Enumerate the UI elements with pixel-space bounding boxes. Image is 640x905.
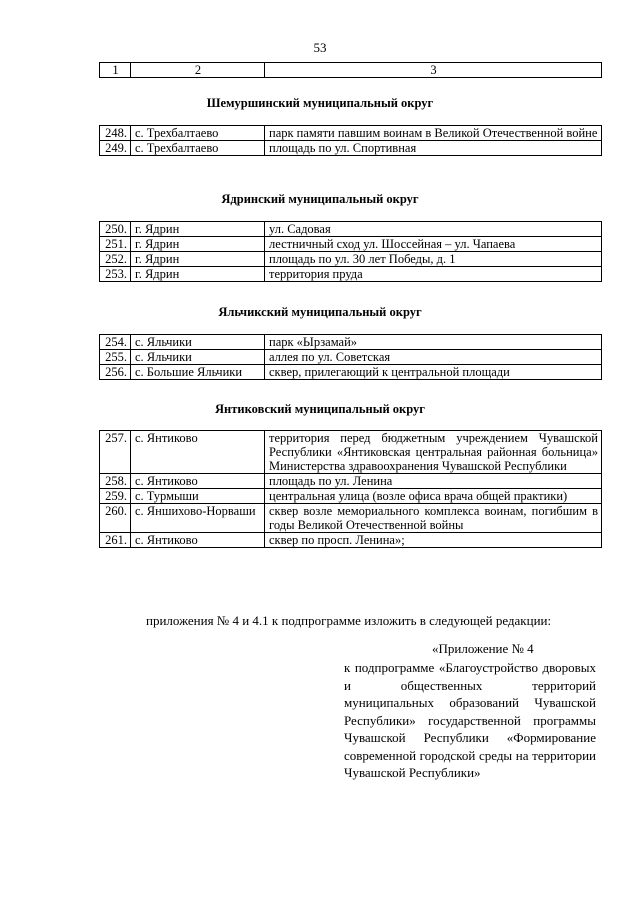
row-number: 251.: [100, 237, 131, 252]
row-place: с. Яльчики: [131, 335, 265, 350]
row-place: с. Большие Яльчики: [131, 365, 265, 380]
row-place: с. Трехбалтаево: [131, 141, 265, 156]
row-description: площадь по ул. Спортивная: [265, 141, 602, 156]
table-row: [100, 533, 602, 548]
row-number: 255.: [100, 350, 131, 365]
row-place: с. Яльчики: [131, 350, 265, 365]
row-place: г. Ядрин: [131, 222, 265, 237]
row-description: ул. Садовая: [265, 222, 602, 237]
table-row: [100, 335, 602, 350]
row-number: 258.: [100, 474, 131, 489]
section-table-yantikovsky: [99, 430, 602, 548]
row-number: 252.: [100, 252, 131, 267]
header-col-3: 3: [265, 63, 602, 78]
row-number: 260.: [100, 504, 131, 533]
header-col-1: 1: [100, 63, 131, 78]
row-description: площадь по ул. 30 лет Победы, д. 1: [265, 252, 602, 267]
section-title-yantikovsky: Янтиковский муниципальный округ: [215, 402, 425, 416]
section-table-yalchiksky: [99, 334, 602, 380]
section-table-yadrinsky: [99, 221, 602, 282]
row-number: 257.: [100, 431, 131, 474]
row-description: площадь по ул. Ленина: [265, 474, 602, 489]
row-number: 254.: [100, 335, 131, 350]
table-row: [100, 237, 602, 252]
section-title-shemurshinsky: Шемуршинский муниципальный округ: [206, 96, 434, 110]
section-table-shemurshinsky: [99, 125, 602, 156]
header-col-2: 2: [131, 63, 265, 78]
amendment-note: приложения № 4 и 4.1 к подпрограмме изложить в следующей редакции:: [146, 613, 552, 628]
table-row: [100, 365, 602, 380]
row-place: г. Ядрин: [131, 252, 265, 267]
row-description: парк памяти павшим воинам в Великой Отечественной войне: [265, 126, 602, 141]
table-row: [100, 431, 602, 474]
row-description: сквер, прилегающий к центральной площади: [265, 365, 602, 380]
table-row: [100, 350, 602, 365]
row-description: лестничный сход ул. Шоссейная – ул. Чапаева: [265, 237, 602, 252]
row-place: с. Янтиково: [131, 474, 265, 489]
table-row: [100, 141, 602, 156]
table-row: [100, 252, 602, 267]
page-number: 53: [313, 40, 327, 55]
row-number: 256.: [100, 365, 131, 380]
row-description: сквер по просп. Ленина»;: [265, 533, 602, 548]
row-description: парк «Ырзамай»: [265, 335, 602, 350]
section-title-yalchiksky: Яльчикский муниципальный округ: [218, 305, 422, 319]
row-description: сквер возле мемориального комплекса воинам, погибшим в годы Великой Отечественной войны: [265, 504, 602, 533]
row-description: аллея по ул. Советская: [265, 350, 602, 365]
row-place: с. Яншихово-Норваши: [131, 504, 265, 533]
row-number: 250.: [100, 222, 131, 237]
row-number: 261.: [100, 533, 131, 548]
table-header: [99, 62, 602, 78]
table-row: [100, 267, 602, 282]
appendix-body: к подпрограмме «Благоустройство дворовых и общественных территорий муниципальных образований Чувашской Республики» государственной программы Чувашской Республики «Формирование современной городской среды на территории Чувашской Республики»: [344, 660, 596, 780]
row-number: 253.: [100, 267, 131, 282]
appendix-title: «Приложение № 4: [432, 641, 534, 656]
row-description: территория перед бюджетным учреждением Чувашской Республики «Янтиковская центральная районная больница» Министерства здравоохранения Чувашской Республики: [265, 431, 602, 474]
row-place: с. Трехбалтаево: [131, 126, 265, 141]
table-row: [100, 489, 602, 504]
row-place: г. Ядрин: [131, 267, 265, 282]
row-place: с. Янтиково: [131, 533, 265, 548]
table-row: [100, 474, 602, 489]
table-row: [100, 504, 602, 533]
row-place: г. Ядрин: [131, 237, 265, 252]
row-description: центральная улица (возле офиса врача общей практики): [265, 489, 602, 504]
table-row: [100, 126, 602, 141]
row-place: с. Янтиково: [131, 431, 265, 474]
row-place: с. Турмыши: [131, 489, 265, 504]
row-description: территория пруда: [265, 267, 602, 282]
section-title-yadrinsky: Ядринский муниципальный округ: [221, 192, 419, 206]
row-number: 259.: [100, 489, 131, 504]
row-number: 249.: [100, 141, 131, 156]
row-number: 248.: [100, 126, 131, 141]
table-row: [100, 222, 602, 237]
